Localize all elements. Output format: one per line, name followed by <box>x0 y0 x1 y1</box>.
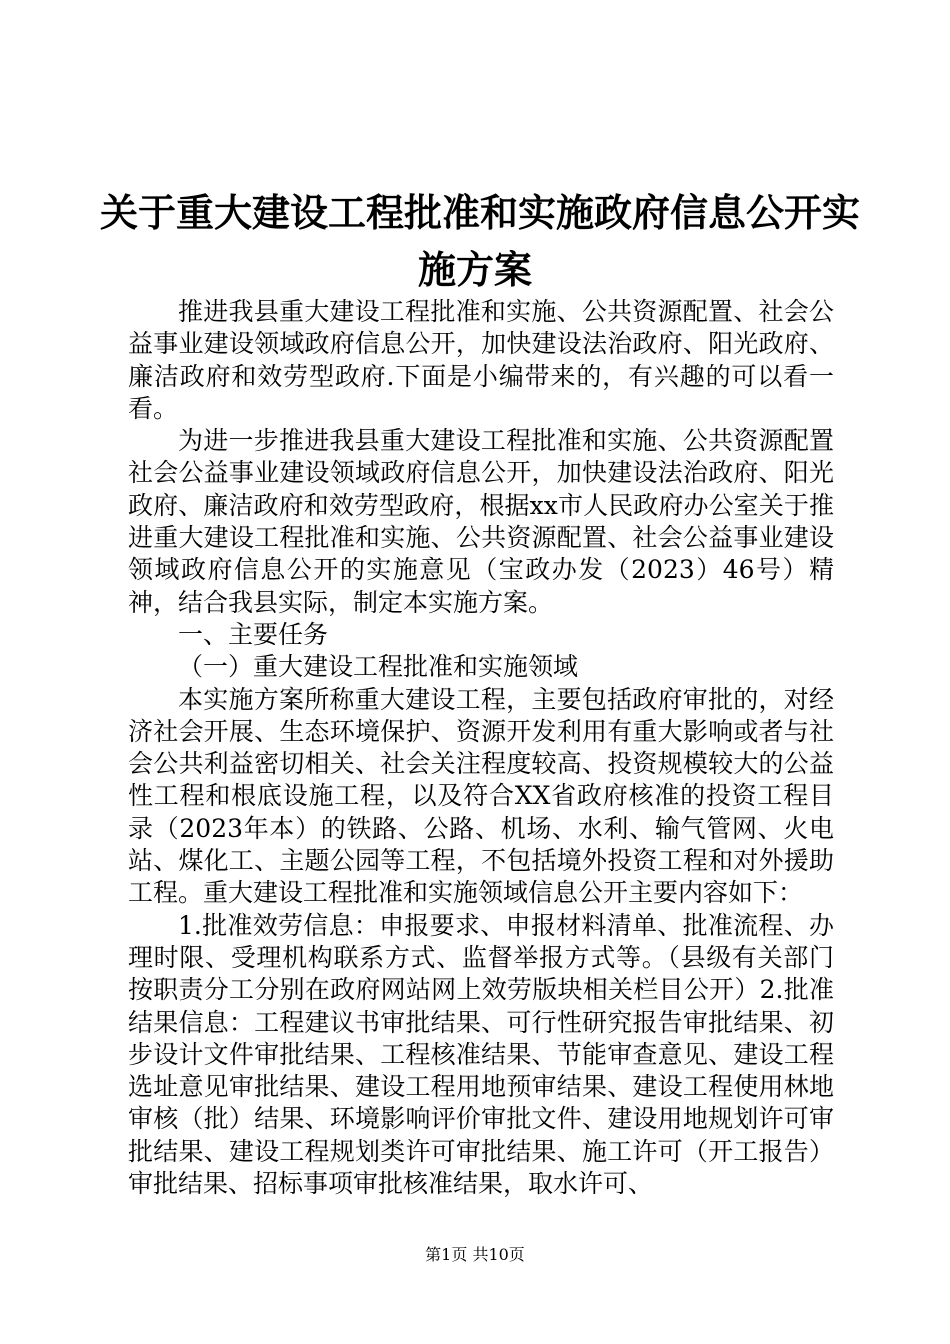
paragraph-approval-info: 1.批准效劳信息：申报要求、申报材料清单、批准流程、办理时限、受理机构联系方式、监督举报方式等。（县级有关部门按职责分工分别在政府网站网上效劳版块相关栏目公开）2.批准结果信息：工程建议书审批结果、可行性研究报告审批结果、初步设计文件审批结果、工程核准结果、节能审查意见、建设工程选址意见审批结果、建设工程用地预审结果、建设工程使用林地审核（批）结果、环境影响评价审批文件、建设用地规划许可审批结果、建设工程规划类许可审批结果、施工许可（开工报告）审批结果、招标事项审批核准结果，取水许可、 <box>128 910 834 1199</box>
document-body <box>128 296 834 1200</box>
paragraph-intro: 推进我县重大建设工程批准和实施、公共资源配置、社会公益事业建设领域政府信息公开，加快建设法治政府、阳光政府、廉洁政府和效劳型政府.下面是小编带来的，有兴趣的可以看一看。 <box>128 297 834 423</box>
page-number-footer: 第1页 共10页 <box>425 1245 525 1264</box>
document-title-line-1: 关于重大建设工程批准和实施政府信息公开实 <box>100 190 861 235</box>
paragraph-definition: 本实施方案所称重大建设工程，主要包括政府审批的，对经济社会开展、生态环境保护、资源开发利用有重大影响或者与社会公共利益密切相关、社会关注程度较高、投资规模较大的公益性工程和根底设施工程，以及符合XX省政府核准的投资工程目录（2023年本）的铁路、公路、机场、水利、输气管网、火电站、煤化工、主题公园等工程，不包括境外投资工程和对外援助工程。重大建设工程批准和实施领域信息公开主要内容如下： <box>128 684 834 908</box>
document-title-line-2: 施方案 <box>417 247 532 292</box>
section-heading-main-tasks: 一、主要任务 <box>178 619 329 649</box>
subsection-heading-major-projects: （一）重大建设工程批准和实施领域 <box>178 652 579 682</box>
paragraph-purpose: 为进一步推进我县重大建设工程批准和实施、公共资源配置社会公益事业建设领域政府信息公开，加快建设法治政府、阳光政府、廉洁政府和效劳型政府，根据xx市人民政府办公室关于推进重大建设工程批准和实施、公共资源配置、社会公益事业建设领域政府信息公开的实施意见（宝政办发（2023）46号）精神，结合我县实际，制定本实施方案。 <box>128 426 834 617</box>
